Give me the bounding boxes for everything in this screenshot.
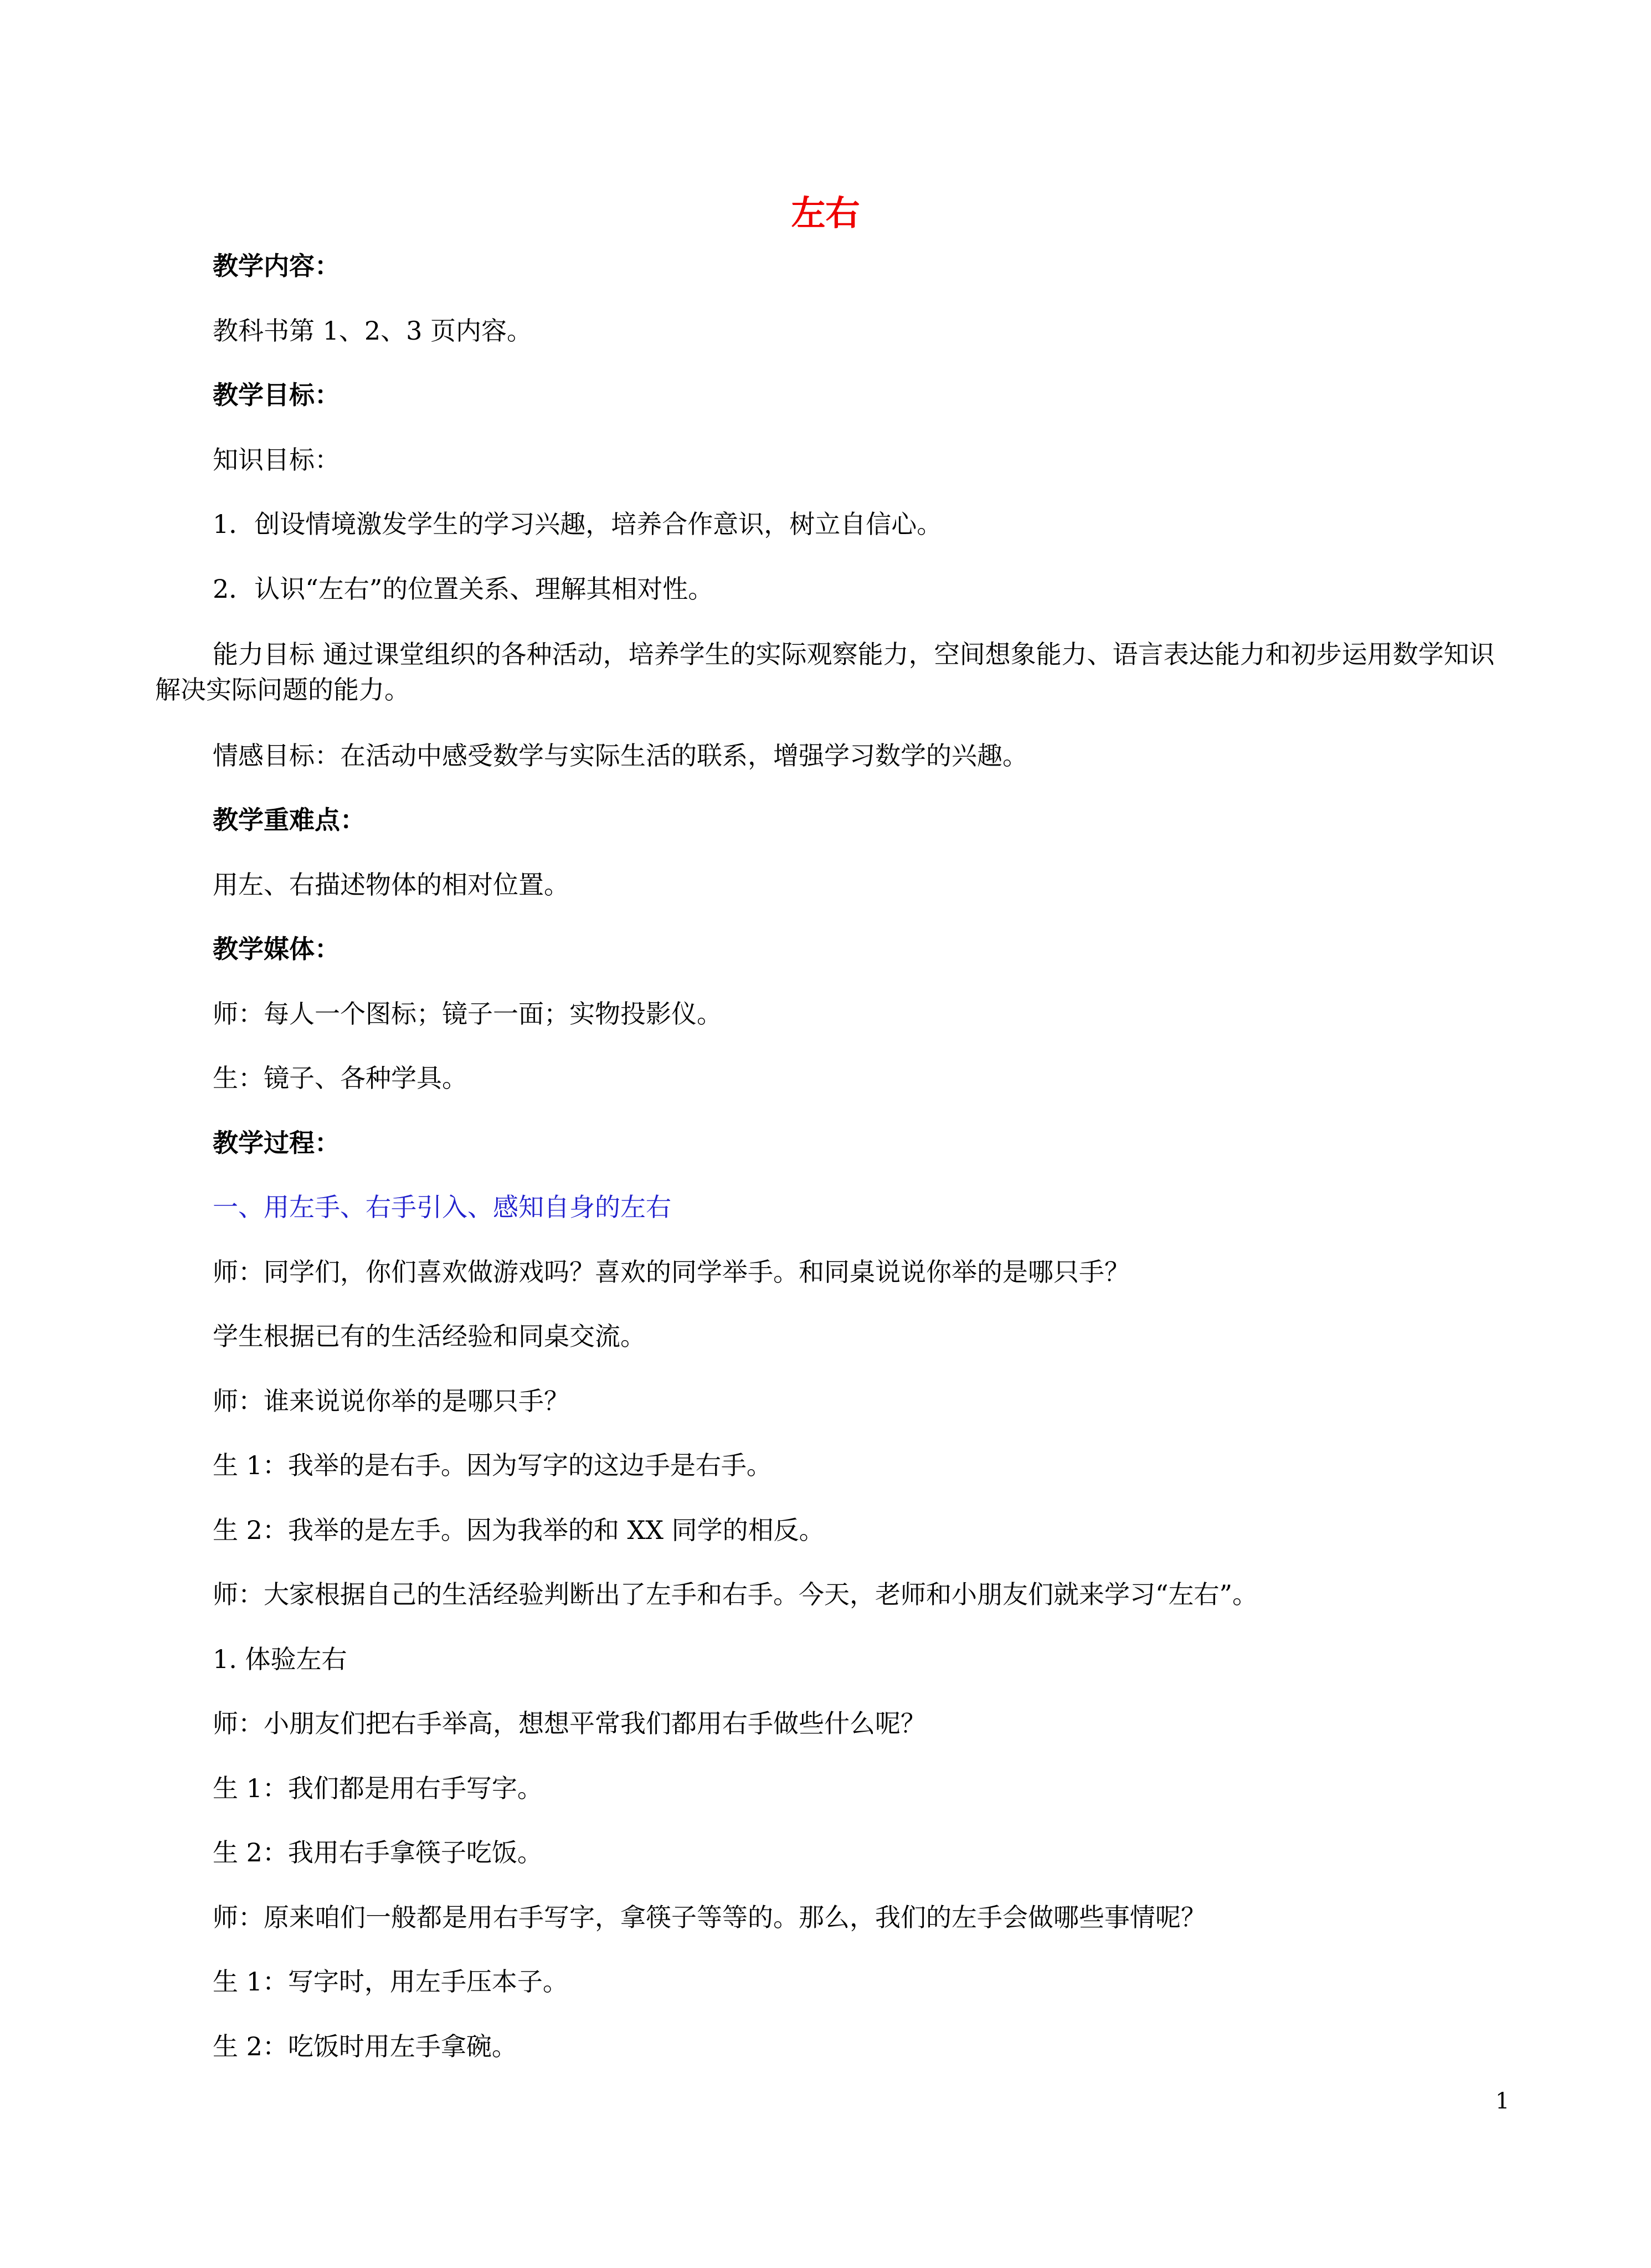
paragraph: 生 1：我举的是右手。因为写字的这边手是右手。 (213, 1450, 772, 1480)
paragraph: 师：每人一个图标；镜子一面；实物投影仪。 (213, 998, 722, 1029)
paragraph: 知识目标： (213, 444, 340, 475)
heading-teaching-content: 教学内容： (213, 251, 340, 281)
document-body (155, 249, 1506, 2094)
paragraph: 能力目标 通过课堂组织的各种活动，培养学生的实际观察能力，空间想象能力、语言表达能力和初步运用数学知识解决实际问题的能力。 (155, 639, 1495, 705)
paragraph: 用左、右描述物体的相对位置。 (213, 869, 569, 900)
paragraph: 生：镜子、各种学具。 (213, 1063, 467, 1093)
paragraph: 师：大家根据自己的生活经验判断出了左手和右手。今天，老师和小朋友们就来学习“左右”。 (213, 1579, 1258, 1609)
heading-teaching-process: 教学过程： (213, 1127, 340, 1158)
heading-key-points: 教学重难点： (213, 805, 366, 835)
paragraph: 师：同学们，你们喜欢做游戏吗？喜欢的同学举手。和同桌说说你举的是哪只手？ (213, 1256, 1130, 1287)
paragraph: 1．创设情境激发学生的学习兴趣，培养合作意识，树立自信心。 (213, 509, 943, 539)
paragraph: 生 2：我举的是左手。因为我举的和 XX 同学的相反。 (213, 1515, 825, 1545)
paragraph: 情感目标：在活动中感受数学与实际生活的联系，增强学习数学的兴趣。 (213, 740, 1028, 771)
paragraph: 师：原来咱们一般都是用右手写字，拿筷子等等的。那么，我们的左手会做哪些事情呢？ (213, 1902, 1206, 1932)
page-number: 1 (1495, 2089, 1510, 2114)
document-title: 左右 (791, 193, 860, 233)
paragraph: 学生根据已有的生活经验和同桌交流。 (213, 1321, 646, 1351)
heading-teaching-media: 教学媒体： (213, 934, 340, 964)
paragraph: 教科书第 1、2、3 页内容。 (213, 315, 533, 346)
paragraph: 生 2：我用右手拿筷子吃饭。 (213, 1838, 543, 1867)
paragraph: 师：谁来说说你举的是哪只手？ (213, 1386, 569, 1416)
paragraph: 生 1：写字时，用左手压本子。 (213, 1967, 568, 1997)
paragraph: 生 1：我们都是用右手写字。 (213, 1773, 543, 1803)
paragraph: 2．认识“左右”的位置关系、理解其相对性。 (213, 573, 714, 604)
paragraph: 师：小朋友们把右手举高，想想平常我们都用右手做些什么呢？ (213, 1708, 926, 1738)
section-heading: 一、用左手、右手引入、感知自身的左右 (213, 1192, 671, 1222)
heading-teaching-goals: 教学目标： (213, 380, 340, 410)
paragraph: 1. 体验左右 (213, 1644, 347, 1674)
paragraph: 生 2：吃饭时用左手拿碗。 (213, 2031, 517, 2061)
